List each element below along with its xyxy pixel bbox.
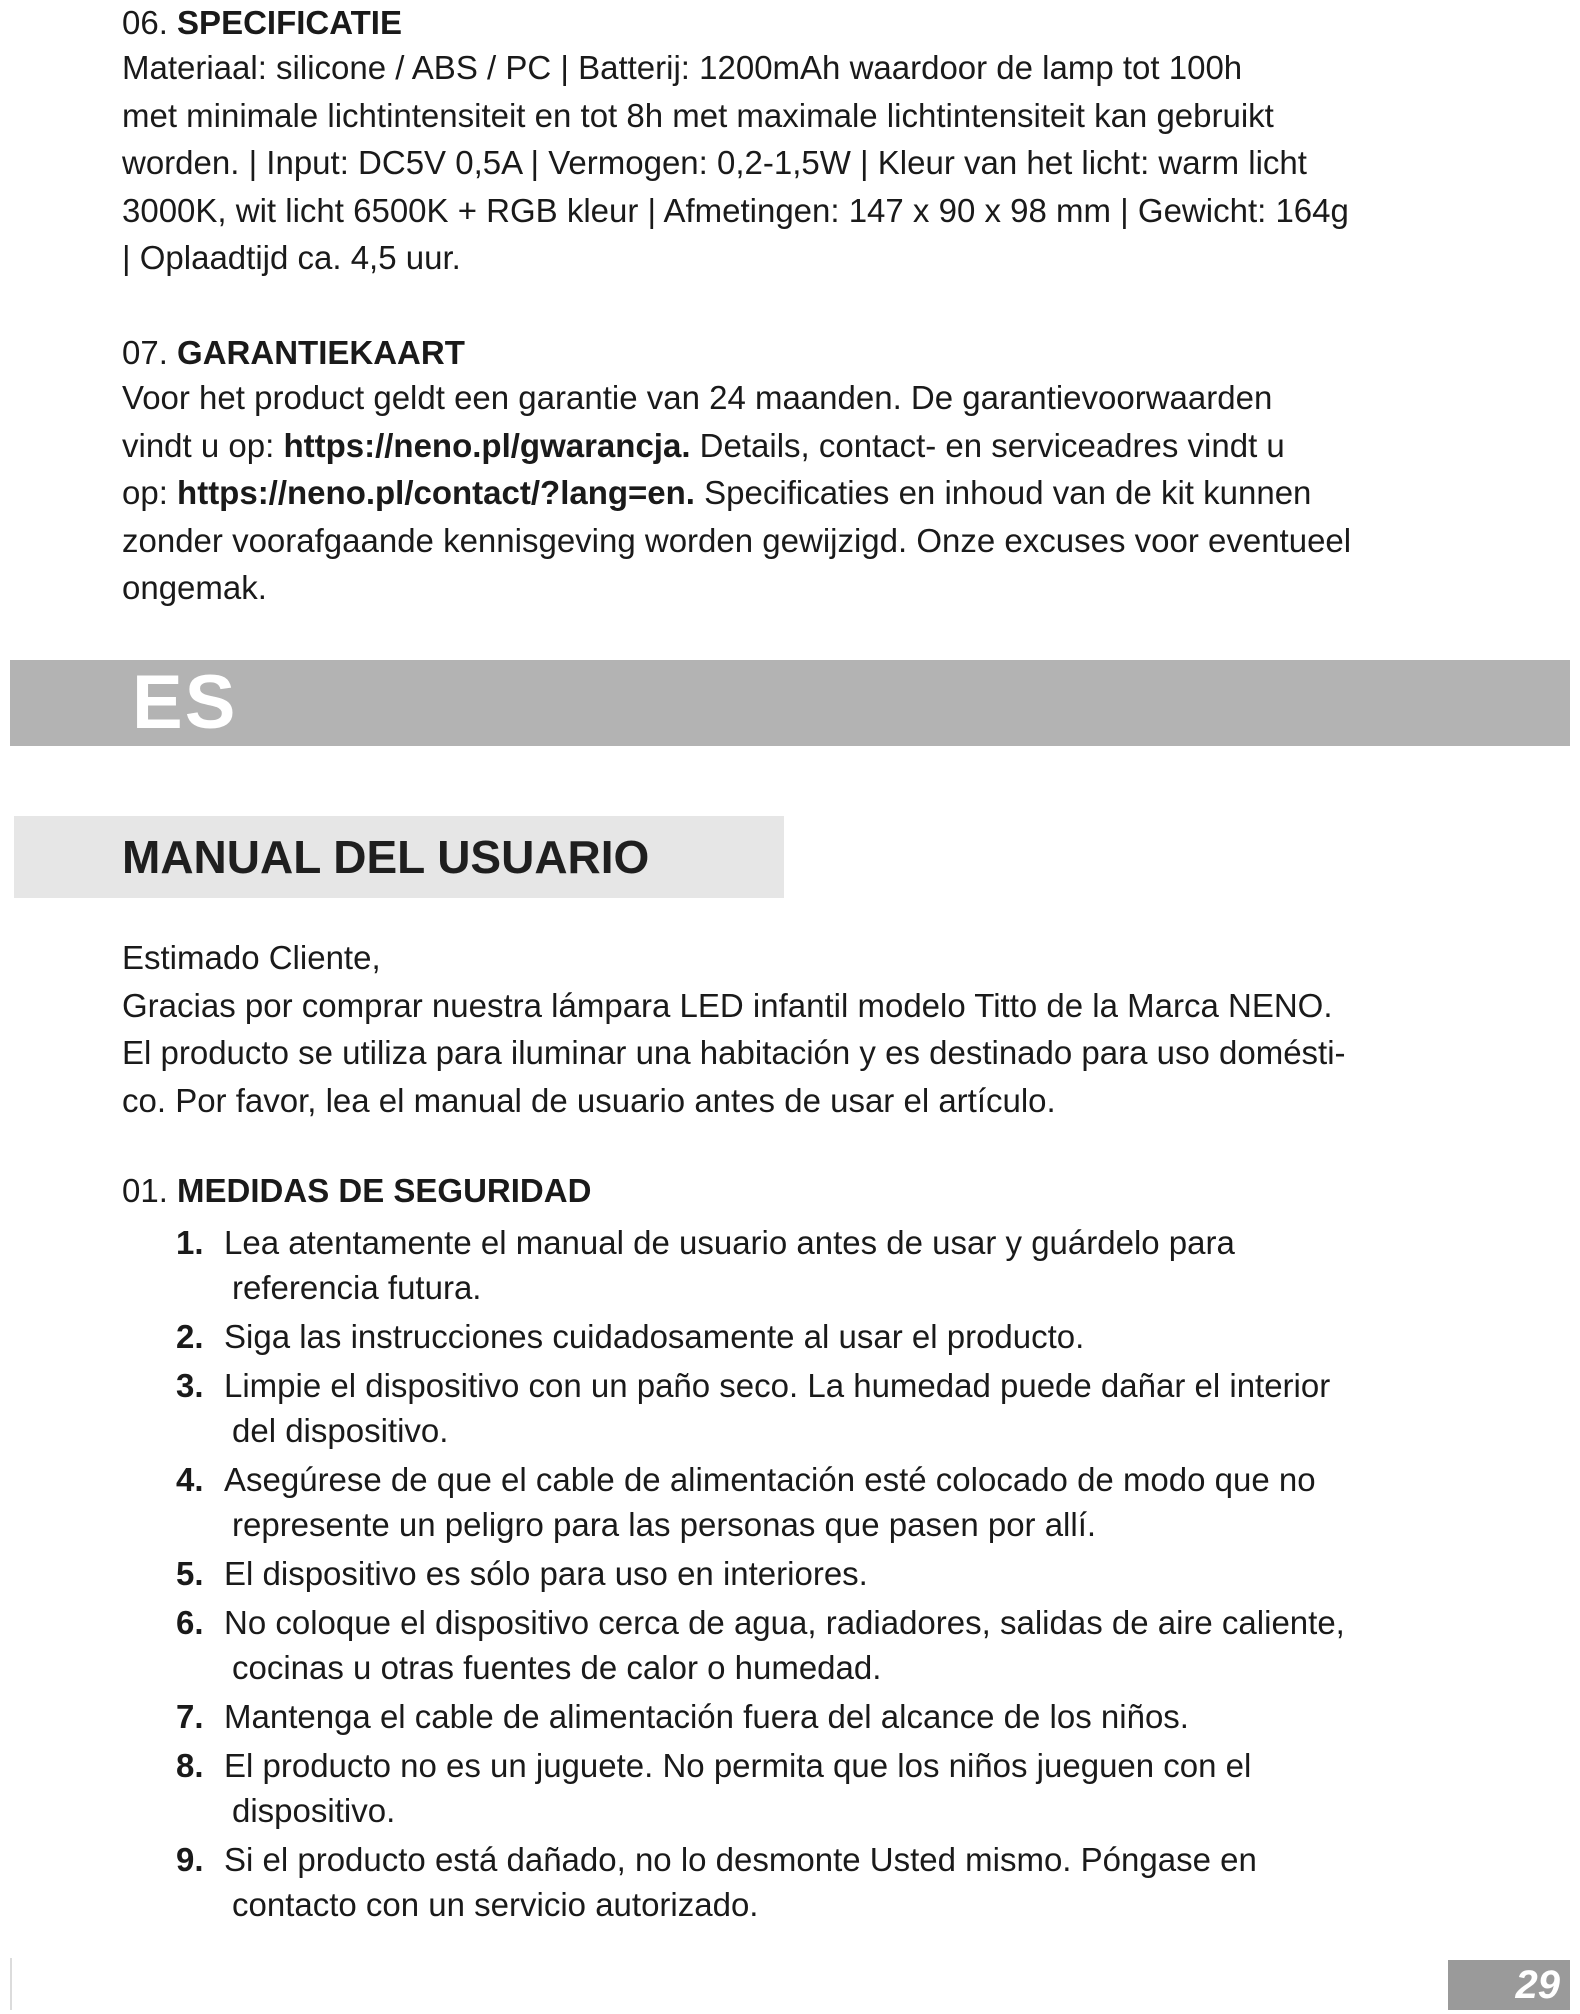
text-line: met minimale lichtintensiteit en tot 8h met maximale lichtintensiteit kan gebruikt [122, 96, 1274, 134]
greeting: Estimado Cliente, [122, 939, 381, 976]
language-code: ES [132, 660, 238, 745]
item-number: 9. [176, 1841, 204, 1878]
text-line: co. Por favor, lea el manual de usuario antes de usar el artículo. [122, 1081, 1056, 1119]
section-heading [122, 1170, 1482, 1212]
item-text-cont: represente un peligro para las personas que pasen por allí. [232, 1506, 1097, 1543]
item-text: El dispositivo es sólo para uso en interiores. [224, 1555, 868, 1592]
text-line: Materiaal: silicone / ABS / PC | Batterij: 1200mAh waardoor de lamp tot 100h [122, 49, 1243, 86]
text-fragment: vindt u op: [122, 426, 284, 464]
text-line: | Oplaadtijd ca. 4,5 uur. [122, 239, 461, 276]
item-text: Lea atentamente el manual de usuario antes de usar y guárdelo para [224, 1224, 1235, 1261]
section-number: 01. [122, 1172, 168, 1209]
item-text: Limpie el dispositivo con un paño seco. La humedad puede dañar el interior [224, 1367, 1331, 1404]
item-text: Asegúrese de que el cable de alimentación esté colocado de modo que no [224, 1461, 1316, 1498]
section-heading [122, 332, 1482, 374]
section-title: SPECIFICATIE [177, 4, 402, 41]
intro-paragraph [122, 934, 1482, 1124]
text-line: ongemak. [122, 569, 267, 606]
list-item [122, 1600, 1482, 1690]
section-title: MEDIDAS DE SEGURIDAD [177, 1172, 592, 1209]
item-number: 5. [176, 1555, 204, 1592]
item-number: 2. [176, 1318, 204, 1355]
item-number: 3. [176, 1367, 204, 1404]
spec-paragraph [122, 44, 1482, 282]
contact-link[interactable]: https://neno.pl/contact/?lang=en. [177, 474, 695, 511]
page-number: 29 [1515, 1963, 1560, 2007]
item-number: 8. [176, 1747, 204, 1784]
list-item [122, 1457, 1482, 1547]
page-number-badge [1448, 1960, 1570, 2010]
manual-title-banner [14, 816, 784, 898]
item-number: 1. [176, 1224, 204, 1261]
warranty-paragraph [122, 374, 1482, 612]
item-text-cont: cocinas u otras fuentes de calor o humedad. [232, 1649, 882, 1686]
list-item [122, 1694, 1482, 1739]
language-banner [10, 660, 1570, 746]
manual-title: MANUAL DEL USUARIO [122, 831, 650, 883]
section-heading [122, 2, 1482, 44]
section-title: GARANTIEKAART [177, 334, 465, 371]
section-medidas-de-seguridad [122, 1170, 1482, 1931]
margin-divider [10, 1958, 12, 2010]
section-number: 06. [122, 4, 168, 41]
section-garantiekaart [122, 332, 1482, 612]
list-item [122, 1743, 1482, 1833]
text-line: zonder voorafgaande kennisgeving worden gewijzigd. Onze excuses voor eventueel [122, 521, 1352, 559]
section-specificatie [122, 2, 1482, 282]
intro-section [122, 934, 1482, 1124]
list-item [122, 1837, 1482, 1927]
safety-list [122, 1220, 1482, 1927]
text-line: Voor het product geldt een garantie van 24 maanden. De garantievoorwaarden [122, 379, 1273, 416]
item-number: 4. [176, 1461, 204, 1498]
item-text: El producto no es un juguete. No permita que los niños jueguen con el [224, 1747, 1252, 1784]
text-line: worden. | Input: DC5V 0,5A | Vermogen: 0,2-1,5W | Kleur van het licht: warm licht [122, 144, 1307, 181]
item-text-cont: dispositivo. [232, 1792, 396, 1829]
warranty-link[interactable]: https://neno.pl/gwarancja. [283, 426, 691, 464]
item-text: Mantenga el cable de alimentación fuera del alcance de los niños. [224, 1698, 1189, 1735]
section-number: 07. [122, 334, 168, 371]
text-fragment: Details, contact- en serviceadres vindt u [690, 426, 1285, 464]
list-item [122, 1551, 1482, 1596]
list-item [122, 1314, 1482, 1359]
item-number: 6. [176, 1604, 204, 1641]
item-text: Siga las instrucciones cuidadosamente al usar el producto. [224, 1318, 1085, 1355]
list-item [122, 1220, 1482, 1310]
text-line: El producto se utiliza para iluminar una habitación y es destinado para uso domésti- [122, 1034, 1346, 1071]
item-text-cont: contacto con un servicio autorizado. [232, 1886, 759, 1923]
list-item [122, 1363, 1482, 1453]
text-line: 3000K, wit licht 6500K + RGB kleur | Afmetingen: 147 x 90 x 98 mm | Gewicht: 164g [122, 191, 1349, 229]
text-line: Gracias por comprar nuestra lámpara LED infantil modelo Titto de la Marca NENO. [122, 986, 1333, 1024]
item-number: 7. [176, 1698, 204, 1735]
text-fragment: op: [122, 474, 178, 511]
item-text-cont: referencia futura. [232, 1269, 482, 1306]
text-fragment: Specificaties en inhoud van de kit kunnen [694, 474, 1312, 511]
item-text: Si el producto está dañado, no lo desmonte Usted mismo. Póngase en [224, 1841, 1257, 1878]
item-text: No coloque el dispositivo cerca de agua, radiadores, salidas de aire caliente, [224, 1604, 1345, 1641]
item-text-cont: del dispositivo. [232, 1412, 449, 1449]
